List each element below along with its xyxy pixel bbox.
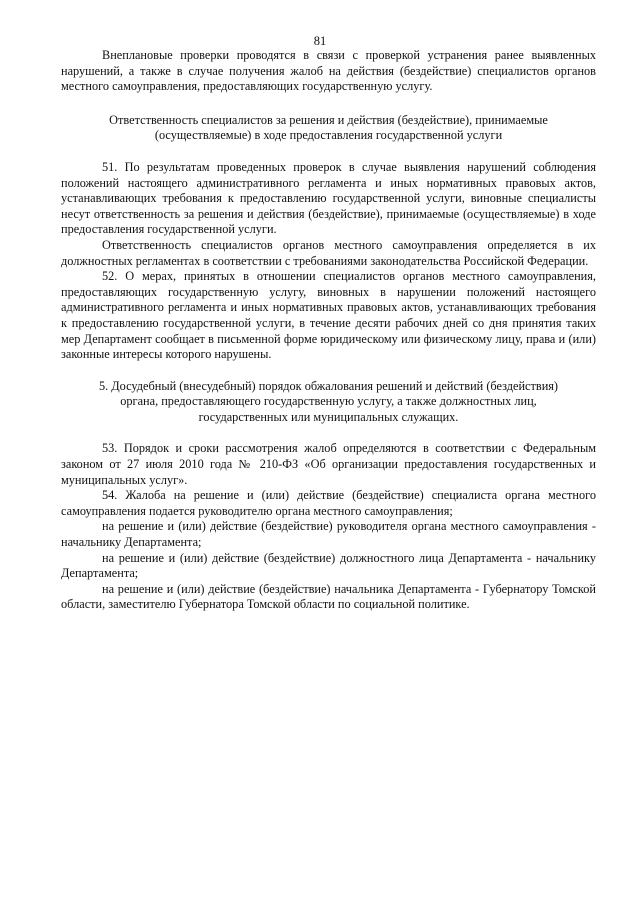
heading-line: органа, предоставляющего государственную услугу, а также должностных лиц,: [120, 394, 537, 409]
paragraph-51: 51. По результатам проведенных проверок в случае выявления нарушений соблюдения положений настоящего административного регламента и иных нормативных правовых актов, устанавливающих требования к предоставлению государственной услуги, виновные специалисты несут ответственность за решения и действия (бездействие), принимаемые (осуществляемые) в ходе предоставления государственной услуги.: [61, 159, 596, 237]
section-heading-responsibility: [61, 113, 596, 144]
heading-line: государственных или муниципальных служащих.: [198, 409, 459, 424]
page-number: 81: [313, 34, 327, 48]
heading-line: Ответственность специалистов за решения и действия (бездействие), принимаемые: [109, 112, 548, 127]
heading-line: 5. Досудебный (внесудебный) порядок обжалования решений и действий (бездействия): [98, 378, 559, 393]
paragraph-54: 54. Жалоба на решение и (или) действие (бездействие) специалиста органа местного самоуправления подается руководителю органа местного самоуправления;: [61, 488, 596, 518]
paragraph-54-item: на решение и (или) действие (бездействие) начальника Департамента - Губернатору Томской области, заместителю Губернатора Томской области по социальной политике.: [61, 581, 596, 612]
paragraph-54-item: на решение и (или) действие (бездействие) руководителя органа местного самоуправления - начальнику Департамента;: [61, 519, 596, 550]
paragraph-52: 52. О мерах, принятых в отношении специалистов органов местного самоуправления, предоставляющих государственную услугу, виновных в нарушении положений настоящего административного регламента и иных нормативных правовых актов, устанавливающих требования к предоставлению государственной услуги, в течение десяти рабочих дней со дня принятия таких мер Департамент сообщает в письменной форме юридическому или физическому лицу, права и (или) законные интересы которого нарушены.: [61, 269, 596, 362]
document-body: [61, 48, 596, 613]
paragraph-54-item: на решение и (или) действие (бездействие) должностного лица Департамента - начальнику Департамента;: [61, 550, 596, 581]
section-heading-appeal: [61, 379, 596, 426]
paragraph-51-continued: Ответственность специалистов органов местного самоуправления определяется в их должностных регламентах в соответствии с требованиями законодательства Российской Федерации.: [61, 237, 596, 268]
paragraph-53: 53. Порядок и сроки рассмотрения жалоб определяются в соответствии с Федеральным законом от 27 июля 2010 года № 210-ФЗ «Об организации предоставления государственных и муниципальных услуг».: [61, 441, 596, 487]
intro-paragraph: Внеплановые проверки проводятся в связи с проверкой устранения ранее выявленных нарушений, а также в случае получения жалоб на действия (бездействие) специалистов органов местного самоуправления, предоставляющих государственную услугу.: [61, 48, 596, 94]
heading-line: (осуществляемые) в ходе предоставления государственной услуги: [154, 128, 503, 143]
